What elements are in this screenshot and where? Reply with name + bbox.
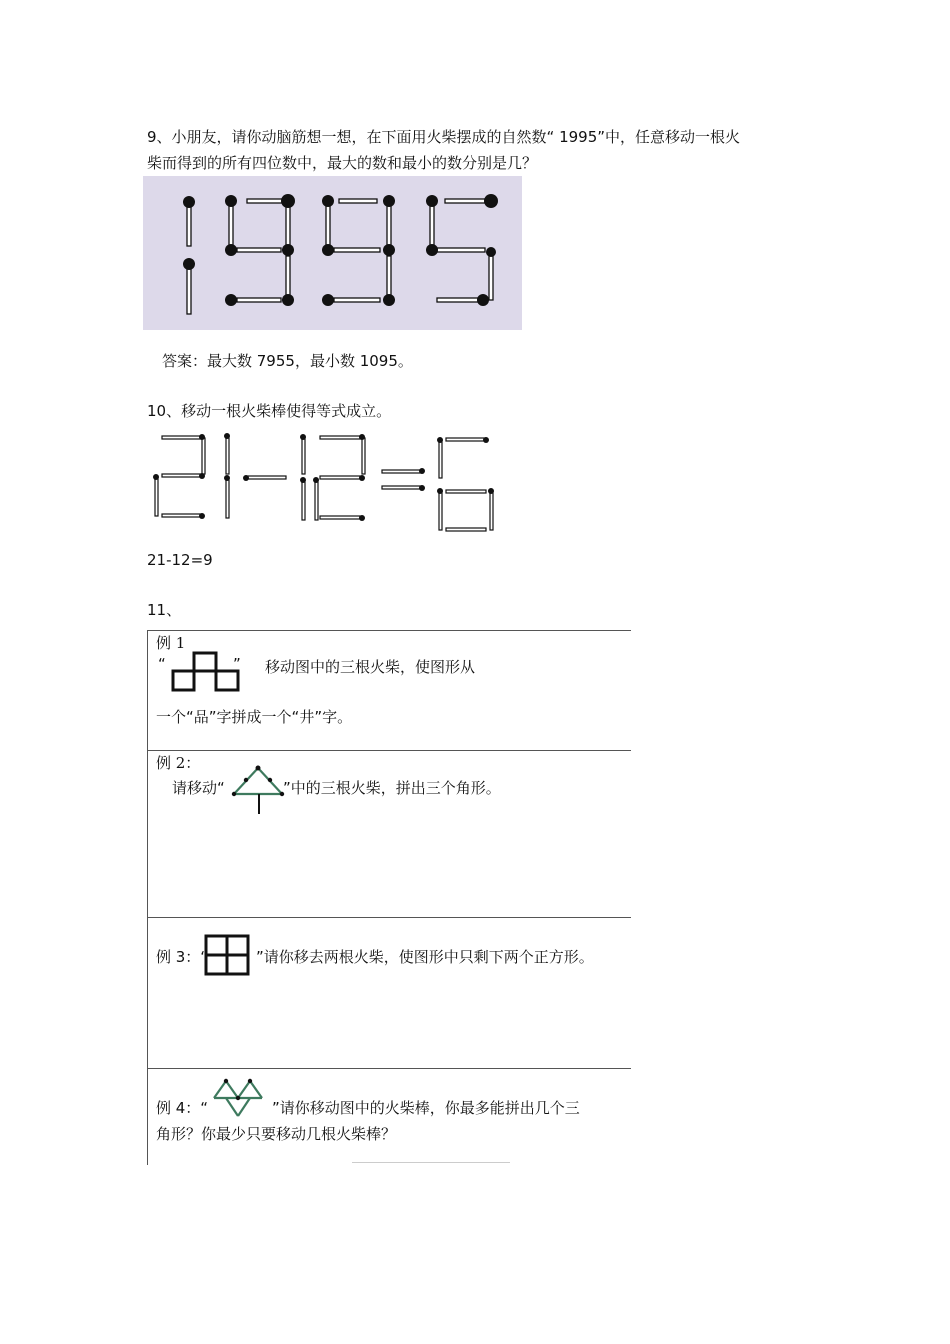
ex4-suffix: ”请你移动图中的火柴棒，你最多能拼出几个三 [272,1099,580,1117]
q10-answer: 21-12=9 [147,551,213,569]
ex1-label: 例 1 [156,634,186,652]
ex3-prefix: 例 3：“ [156,948,209,966]
q9-text-line1: 9、小朋友，请你动脑筋想一想，在下面用火柴摆成的自然数“ 1995”中，任意移动一根火 [147,128,741,146]
q9-matchstick-image [143,176,522,330]
ex4-prefix: 例 4：“ [156,1099,209,1117]
q9-answer: 答案：最大数 7955，最小数 1095。 [162,352,413,370]
matchstick-1995-figure [143,176,522,330]
ex3-suffix: ”请你移去两根火柴，使图形中只剩下两个正方形。 [256,948,594,966]
table-border-top [147,630,631,631]
footnote-separator [352,1162,510,1163]
ex2-suffix: ”中的三根火柴，拼出三个角形。 [283,779,501,797]
ex1-text: 移动图中的三根火柴，使图形从 [265,658,476,676]
q10-matchstick-equation [150,430,500,535]
table-row-divider [147,750,631,751]
ex2-label: 例 2： [156,754,201,772]
arrow-figure-icon [228,764,288,816]
ex1-close-quote: ” [233,655,241,673]
triangle-figure-icon [210,1078,266,1120]
q11-label: 11、 [147,601,182,619]
ex4-line2: 角形？你最少只要移动几根火柴棒？ [156,1125,397,1143]
grid-square-icon [203,933,251,977]
table-border-left [147,630,148,1165]
ex1-text2: 一个“品”字拼成一个“井”字。 [156,708,353,726]
table-row-divider [147,917,631,918]
q10-title: 10、移动一根火柴棒使得等式成立。 [147,402,392,420]
pin-figure-icon [170,650,242,692]
ex1-open-quote: “ [158,655,166,673]
table-row-divider [147,1068,631,1069]
ex2-prefix: 请移动“ [172,779,225,797]
q9-text-line2: 柴而得到的所有四位数中，最大的数和最小的数分别是几？ [147,154,538,172]
